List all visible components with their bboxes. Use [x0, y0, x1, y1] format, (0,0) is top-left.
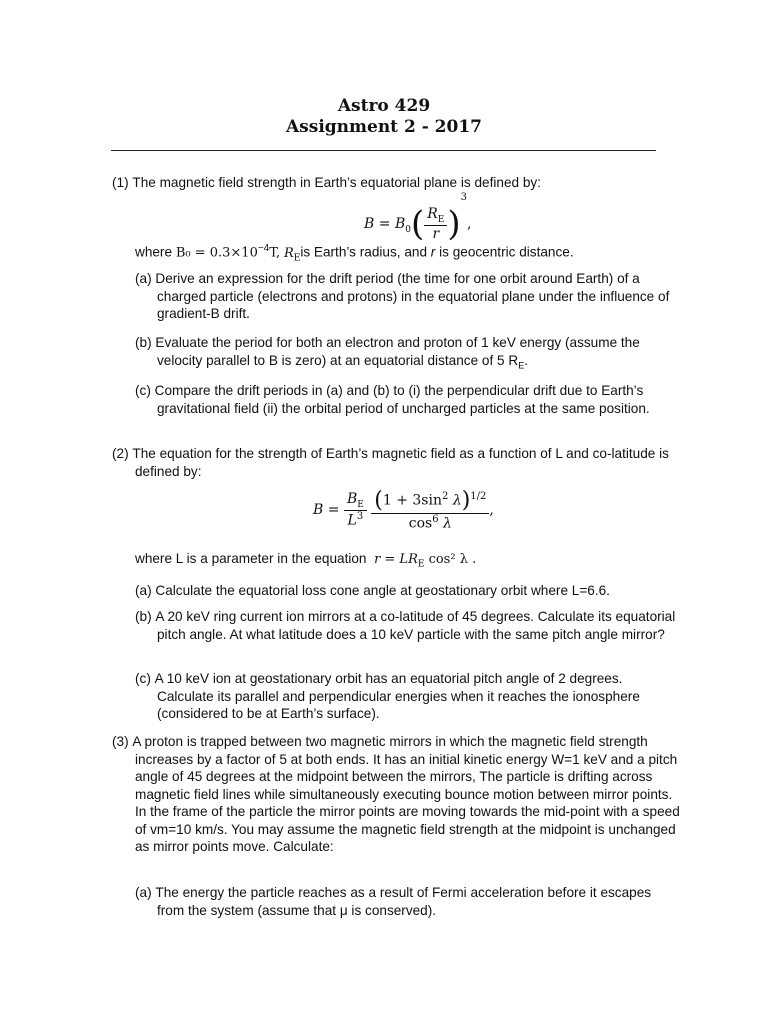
- course-title: Astro 429: [337, 96, 431, 116]
- q2-number: (2): [112, 446, 129, 461]
- q3-body: (3) A proton is trapped between two magnetic mirrors in which the magnetic field strength increases by a factor of 5 at both ends. It has an initial kinetic energy W=1 keV and a pitch angle of 45 degrees at the midpoint between the mirrors, The particle is drifting across magnetic field lines while simultaneously executing bounce motion between mirror points. In the frame of the particle the mirror points are moving towards the mid-point with a speed of vm=10 km/s. You may assume the magnetic field strength at the midpoint is unchanged as mirror points move. Calculate:: [112, 734, 680, 854]
- q1-where: where $B_0 = 0.3\times 10^{-4}T$, $R_Eis$ Earth’s radius, and r is geocentric distance.: [135, 243, 574, 264]
- q2-equation: B = $\frac{B_E}{L^3}$ $\frac{(1 + 3\sin^2 \lambda)^{1/2}}{\cos^6 \lambda}$ ,: [313, 488, 494, 532]
- q3-part-a: (a) The energy the particle reaches as a result of Fermi acceleration before it escapes from the system (assume that μ is conserved).: [135, 885, 652, 918]
- header-divider: [111, 150, 656, 151]
- q2-intro: (2) The equation for the strength of Earth’s magnetic field as a function of L and co-latitude is defined by:: [112, 446, 669, 479]
- q2-part-c: (c) A 10 keV ion at geostationary orbit has an equatorial pitch angle of 2 degrees. Calculate its parallel and perpendicular energies when it reaches the ionosphere (considered to be at Earth’s surface).: [135, 671, 640, 721]
- q2-part-b: (b) A 20 keV ring current ion mirrors at a co-latitude of 45 degrees. Calculate its equatorial pitch angle. At what latitude does a 10 keV particle with the same pitch angle mirror?: [135, 609, 676, 642]
- q1-equation: $B = B_0$( $\frac{R_E}{r}$ )$^3$,: [364, 192, 472, 244]
- q1-part-c: (c) Compare the drift periods in (a) and (b) to (i) the perpendicular drift due to Earth’s gravitational field (ii) the orbital period of uncharged particles at the same position.: [135, 383, 650, 416]
- q1-intro-text: The magnetic field strength in Earth’s equatorial plane is defined by:: [132, 175, 541, 190]
- q3-number: (3): [112, 734, 129, 749]
- assignment-title: Assignment 2 - 2017: [285, 117, 482, 137]
- q1-part-a: (a) Derive an expression for the drift period (the time for one orbit around Earth) of a charged particle (electrons and protons) in the equatorial plane under the influence of gradient-B drift.: [135, 271, 670, 321]
- q1-part-b: (b) Evaluate the period for both an electron and proton of 1 keV energy (assume the velocity parallel to B is zero) at an equatorial distance of 5 $R_E$.: [135, 335, 640, 371]
- q1-number: (1): [112, 175, 129, 190]
- q1-intro: [112, 174, 683, 192]
- b0-value: B₀ = 0.3×10: [175, 245, 258, 261]
- q2-where: where L is a parameter in the equation $r = LR_E$ cos² λ .: [135, 551, 477, 570]
- q2-part-a: (a) Calculate the equatorial loss cone angle at geostationary orbit where L=6.6.: [135, 583, 610, 598]
